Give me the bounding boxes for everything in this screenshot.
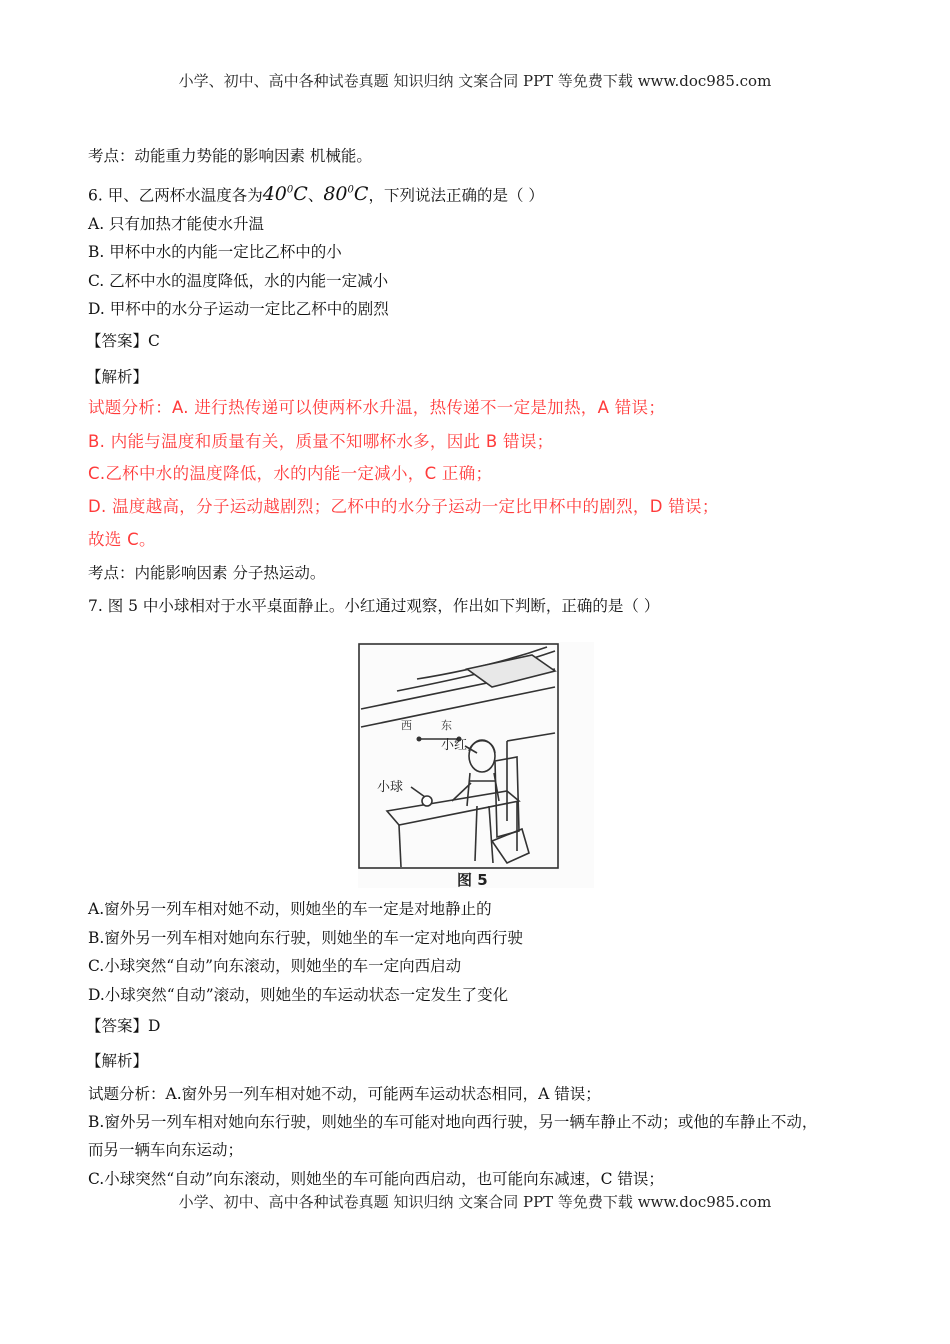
q7-analysis-line-1: 试题分析：A.窗外另一列车相对她不动，可能两车运动状态相同，A 错误； [88, 1085, 601, 1103]
figure-west-label: 西 [401, 719, 412, 732]
q6-option-d: D. 甲杯中的水分子运动一定比乙杯中的剧烈 [88, 300, 389, 318]
q7-analysis-line-4: C.小球突然“自动”向东滚动，则她坐的车可能向西启动，也可能向东减速，C 错误； [88, 1170, 664, 1188]
figure-ball-label: 小球 [377, 780, 404, 795]
q6-analysis-line-2: B. 内能与温度和质量有关，质量不知哪杯水多，因此 B 错误； [88, 432, 554, 451]
train-interior-illustration [357, 641, 595, 889]
page-footer: 小学、初中、高中各种试卷真题 知识归纳 文案合同 PPT 等免费下载 www.doc985.com [178, 1193, 772, 1211]
q6-stem-suffix: ，下列说法正确的是（ ） [368, 186, 544, 205]
q6-analysis-line-4: D. 温度越高，分子运动越剧烈；乙杯中的水分子运动一定比甲杯中的剧烈，D 错误； [88, 497, 719, 516]
q6-temp-1-degree: 0 [286, 185, 294, 196]
q6-temp-1-unit: C [293, 183, 308, 206]
q6-temp-separator: 、 [307, 186, 324, 205]
q7-stem: 7. 图 5 中小球相对于水平桌面静止。小红通过观察，作出如下判断，正确的是（ ） [88, 597, 660, 615]
figure-east-label: 东 [441, 719, 452, 732]
q7-option-d: D.小球突然“自动”滚动，则她坐的车运动状态一定发生了变化 [88, 986, 509, 1004]
figure-caption: 图 5 [457, 871, 488, 889]
q6-answer: 【答案】C [86, 332, 160, 350]
q7-answer: 【答案】D [86, 1017, 161, 1035]
figure-5 [357, 641, 595, 889]
q6-stem-prefix: 6. 甲、乙两杯水温度各为 [88, 186, 263, 205]
q6-temp-2-unit: C [353, 183, 369, 206]
q6-temp-2-value: 80 [323, 183, 348, 206]
q6-option-a: A. 只有加热才能使水升温 [88, 215, 265, 233]
q6-analysis-line-5: 故选 C。 [88, 530, 156, 549]
q6-analysis-line-1: 试题分析：A. 进行热传递可以使两杯水升温，热传递不一定是加热，A 错误； [88, 398, 666, 417]
q6-knowledge-point: 考点：内能影响因素 分子热运动。 [88, 564, 326, 582]
q6-temp-2-degree: 0 [347, 185, 354, 196]
q6-option-b: B. 甲杯中水的内能一定比乙杯中的小 [88, 243, 342, 261]
q6-temp-1-value: 40 [262, 183, 287, 206]
q7-analysis-title: 【解析】 [86, 1052, 149, 1070]
q7-option-a: A.窗外另一列车相对她不动，则她坐的车一定是对地静止的 [88, 900, 492, 918]
q6-stem [88, 181, 544, 205]
q7-analysis-line-2: B.窗外另一列车相对她向东行驶，则她坐的车可能对地向西行驶，另一辆车静止不动；或他的车静止不动， [88, 1113, 818, 1131]
q7-option-c: C.小球突然“自动”向东滚动，则她坐的车一定向西启动 [88, 957, 462, 975]
q6-temp-2 [323, 183, 368, 205]
q6-analysis-title: 【解析】 [86, 368, 149, 386]
page-header: 小学、初中、高中各种试卷真题 知识归纳 文案合同 PPT 等免费下载 www.doc985.com [178, 72, 772, 90]
q6-temp-1 [263, 183, 308, 205]
q7-analysis-line-3: 而另一辆车向东运动； [88, 1141, 244, 1159]
q7-option-b: B.窗外另一列车相对她向东行驶，则她坐的车一定对地向西行驶 [88, 929, 523, 947]
q6-analysis-line-3: C.乙杯中水的温度降低，水的内能一定减小，C 正确； [88, 464, 493, 483]
q5-knowledge-point: 考点：动能重力势能的影响因素 机械能。 [88, 147, 372, 165]
figure-girl-label: 小红 [441, 738, 468, 753]
q6-option-c: C. 乙杯中水的温度降低，水的内能一定减小 [88, 272, 389, 290]
